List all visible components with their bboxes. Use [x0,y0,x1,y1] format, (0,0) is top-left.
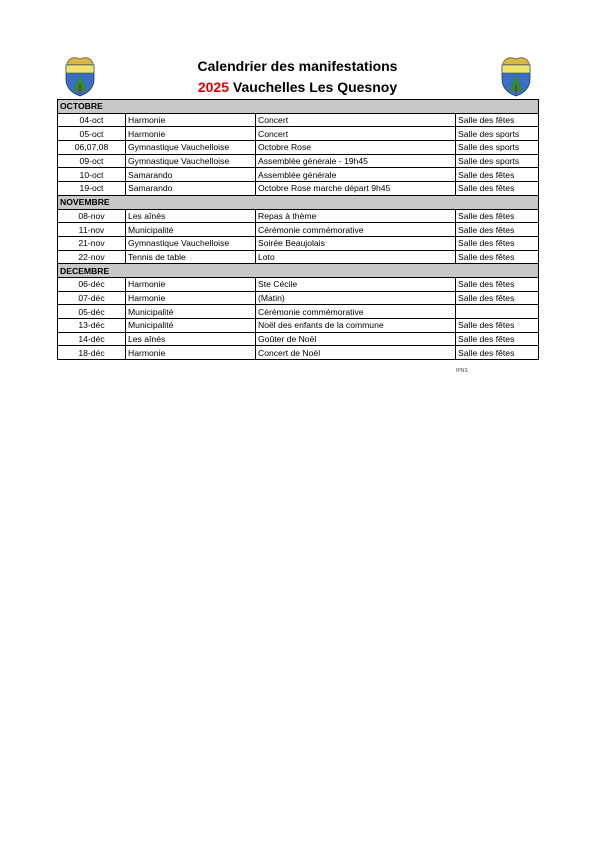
event-cell: Assemblée générale [256,168,456,182]
town-name: Vauchelles Les Quesnoy [229,79,398,95]
organizer-cell: Municipalité [126,223,256,237]
date-cell: 14-déc [58,332,126,346]
event-cell: Ste Cécile [256,277,456,291]
place-cell: Salle des sports [456,127,539,141]
date-cell: 08-nov [58,209,126,223]
place-cell: Salle des fêtes [456,182,539,196]
section-title: DECEMBRE [58,264,539,278]
section-title: NOVEMBRE [58,195,539,209]
organizer-cell: Harmonie [126,277,256,291]
place-cell: Salle des fêtes [456,223,539,237]
place-cell: Salle des fêtes [456,250,539,264]
table-row [58,332,539,346]
page-title: Calendrier des manifestations [197,58,398,74]
organizer-cell: Samarando [126,168,256,182]
section-title: OCTOBRE [58,100,539,114]
table-row [58,168,539,182]
table-row [58,127,539,141]
year-label: 2025 [197,79,230,95]
event-cell: Repas à thème [256,209,456,223]
table-row [58,277,539,291]
event-cell: Goûter de Noël [256,332,456,346]
table-row [58,141,539,155]
event-cell: Octobre Rose marche départ 9h45 [256,182,456,196]
place-cell: Salle des fêtes [456,113,539,127]
organizer-cell: Harmonie [126,291,256,305]
table-row [58,154,539,168]
section-header-row [58,195,539,209]
event-cell: Concert [256,127,456,141]
table-row [58,113,539,127]
place-cell: Salle des sports [456,141,539,155]
event-cell: Cérémonie commémorative [256,305,456,319]
organizer-cell: Les aînés [126,209,256,223]
page-subtitle [0,79,595,95]
table-row [58,319,539,333]
place-cell: Salle des fêtes [456,168,539,182]
event-cell: Concert de Noël [256,346,456,360]
section-header-row [58,100,539,114]
date-cell: 11-nov [58,223,126,237]
table-row [58,291,539,305]
section-header-row [58,264,539,278]
organizer-cell: Gymnastique Vauchelloise [126,141,256,155]
organizer-cell: Gymnastique Vauchelloise [126,236,256,250]
table-row [58,182,539,196]
organizer-cell: Harmonie [126,346,256,360]
place-cell: Salle des fêtes [456,277,539,291]
table-row [58,209,539,223]
event-cell: Octobre Rose [256,141,456,155]
date-cell: 05-oct [58,127,126,141]
date-cell: 04-oct [58,113,126,127]
event-cell: Cérémonie commémorative [256,223,456,237]
organizer-cell: Harmonie [126,127,256,141]
place-cell: Salle des fêtes [456,346,539,360]
date-cell: 18-déc [58,346,126,360]
date-cell: 06-déc [58,277,126,291]
footer-note: IPNS [456,368,468,374]
place-cell: Salle des fêtes [456,209,539,223]
event-cell: Assemblée générale - 19h45 [256,154,456,168]
place-cell: Salle des fêtes [456,319,539,333]
date-cell: 21-nov [58,236,126,250]
event-cell: Noël des enfants de la commune [256,319,456,333]
place-cell [456,305,539,319]
organizer-cell: Harmonie [126,113,256,127]
date-cell: 05-déc [58,305,126,319]
organizer-cell: Gymnastique Vauchelloise [126,154,256,168]
place-cell: Salle des fêtes [456,332,539,346]
event-cell: (Matin) [256,291,456,305]
place-cell: Salle des fêtes [456,291,539,305]
event-cell: Concert [256,113,456,127]
place-cell: Salle des fêtes [456,236,539,250]
event-cell: Soirée Beaujolais [256,236,456,250]
events-table [57,99,539,360]
table-row [58,346,539,360]
organizer-cell: Municipalité [126,319,256,333]
table-row [58,223,539,237]
organizer-cell: Municipalité [126,305,256,319]
date-cell: 10-oct [58,168,126,182]
date-cell: 19-oct [58,182,126,196]
event-cell: Loto [256,250,456,264]
date-cell: 06,07,08 [58,141,126,155]
table-row [58,250,539,264]
organizer-cell: Tennis de table [126,250,256,264]
table-row [58,236,539,250]
date-cell: 09-oct [58,154,126,168]
place-cell: Salle des sports [456,154,539,168]
organizer-cell: Les aînés [126,332,256,346]
date-cell: 22-nov [58,250,126,264]
date-cell: 13-déc [58,319,126,333]
date-cell: 07-déc [58,291,126,305]
organizer-cell: Samarando [126,182,256,196]
table-row [58,305,539,319]
